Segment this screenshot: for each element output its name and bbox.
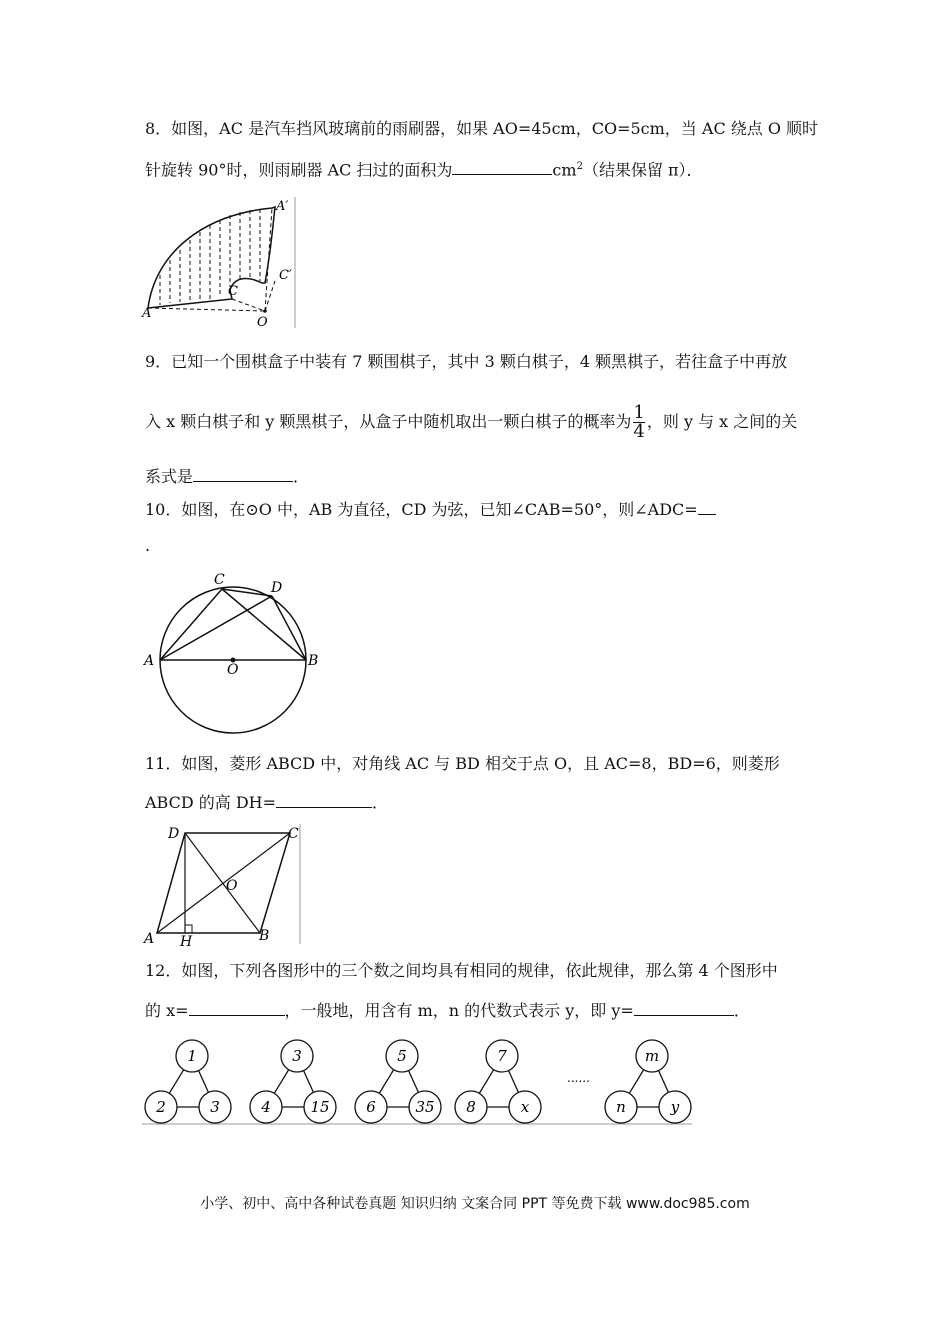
- q12-node-left: 6: [366, 1098, 376, 1116]
- q10-line1: 10．如图，在⊙O 中，AB 为直径，CD 为弦，已知∠CAB=50°，则∠ADC=: [145, 498, 716, 520]
- q11-label-b: B: [259, 928, 270, 944]
- q9-line3: 系式是 ．: [145, 467, 310, 486]
- q8-line1: 8．如图，AC 是汽车挡风玻璃前的雨刷器，如果 AO=45cm，CO=5cm，当 AC 绕点 O 顺时: [145, 119, 819, 138]
- q10-label-a: A: [144, 653, 155, 669]
- q11-answer-blank[interactable]: [276, 791, 372, 808]
- q12-line1: 12．如图，下列各图形中的三个数之间均具有相同的规律，依此规律，那么第 4 个图形中: [145, 961, 778, 980]
- q11-label-c: C: [288, 826, 299, 842]
- q12-connector: [304, 1071, 314, 1093]
- q9-fraction: $\frac{1}{4}$: [633, 402, 645, 442]
- q12-connector: [659, 1071, 669, 1093]
- q12-connector: [169, 1070, 183, 1094]
- q12-connector: [274, 1070, 288, 1094]
- q12-node-right: y: [670, 1098, 680, 1116]
- q8-label-a: A: [142, 306, 152, 321]
- q12-node-right: 15: [310, 1098, 330, 1116]
- q12-node-left: 2: [156, 1098, 166, 1116]
- q11-label-o: O: [226, 878, 238, 894]
- q12-figure-1: [145, 1040, 231, 1123]
- q12-node-top: 5: [397, 1047, 407, 1065]
- q10-label-c: C: [214, 572, 225, 588]
- q12-connector: [479, 1070, 493, 1094]
- q8-line2: 针旋转 90°时，则雨刷器 AC 扫过的面积为 $cm^2$（结果保留 π）．: [145, 160, 703, 180]
- q8-label-c-prime: C′: [279, 268, 292, 283]
- q12-node-top: m: [644, 1047, 660, 1065]
- q12-node-top: 7: [497, 1047, 507, 1065]
- q10-label-d: D: [271, 580, 283, 596]
- q12-node-right: x: [520, 1098, 530, 1116]
- q12-node-left: 8: [466, 1098, 476, 1116]
- q12-figure-4: [455, 1040, 541, 1123]
- q12-line2: 的 x= ，一般地，用含有 m，n 的代数式表示 y，即 y= ．: [145, 1001, 750, 1020]
- q12-node-top: 3: [292, 1047, 302, 1065]
- q12-ellipsis: ......: [567, 1071, 590, 1085]
- q12-connector: [199, 1071, 209, 1093]
- q9-answer-blank[interactable]: [193, 465, 293, 482]
- q12-connector: [379, 1070, 393, 1094]
- q11-label-h: H: [180, 934, 193, 950]
- q9-line2: 入 x 颗白棋子和 y 颗黑棋子，从盒子中随机取出一颗白棋子的概率为 $\frac{1}{4}$ ，则 y 与 x 之间的关: [145, 402, 798, 442]
- q11-line1: 11．如图，菱形 ABCD 中，对角线 AC 与 BD 相交于点 O，且 AC=8，BD=6，则菱形: [145, 754, 780, 773]
- q10-line2: .: [145, 536, 151, 555]
- q8-label-c: C: [228, 284, 238, 299]
- q11-figure-rhombus: [140, 820, 310, 950]
- q8-label-a-prime: A′: [276, 199, 289, 214]
- q10-answer-blank[interactable]: [698, 498, 716, 515]
- q12-node-top: 1: [187, 1047, 197, 1065]
- q12-figure-triangles: [140, 1030, 700, 1130]
- q12-connector: [509, 1071, 519, 1093]
- q8-answer-blank[interactable]: [452, 158, 552, 175]
- q11-label-d: D: [168, 826, 180, 842]
- q8-figure-wiper: [140, 195, 300, 330]
- q12-figure-3: [355, 1040, 441, 1123]
- page-footer: 小学、初中、高中各种试卷真题 知识归纳 文案合同 PPT 等免费下载 www.doc985.com: [200, 1196, 750, 1212]
- q8-label-o: O: [257, 315, 268, 330]
- q12-figure-2: [250, 1040, 336, 1123]
- q12-x-answer-blank[interactable]: [189, 999, 285, 1016]
- q11-label-a: A: [144, 931, 155, 947]
- q12-node-left: 4: [261, 1098, 271, 1116]
- q11-line2: ABCD 的高 DH= ．: [145, 793, 389, 812]
- q9-line1: 9．已知一个围棋盒子中装有 7 颗围棋子，其中 3 颗白棋子，4 颗黑棋子，若往盒子中再放: [145, 352, 788, 371]
- q12-figure-5: [605, 1040, 691, 1123]
- q10-label-b: B: [308, 653, 319, 669]
- q12-node-left: n: [616, 1098, 626, 1116]
- q10-figure-circle: [140, 570, 330, 740]
- q12-connector: [409, 1071, 419, 1093]
- q12-node-right: 35: [415, 1098, 435, 1116]
- q12-node-right: 3: [210, 1098, 220, 1116]
- q10-label-o: O: [227, 662, 239, 678]
- q12-connector: [629, 1070, 643, 1094]
- q12-y-answer-blank[interactable]: [634, 999, 734, 1016]
